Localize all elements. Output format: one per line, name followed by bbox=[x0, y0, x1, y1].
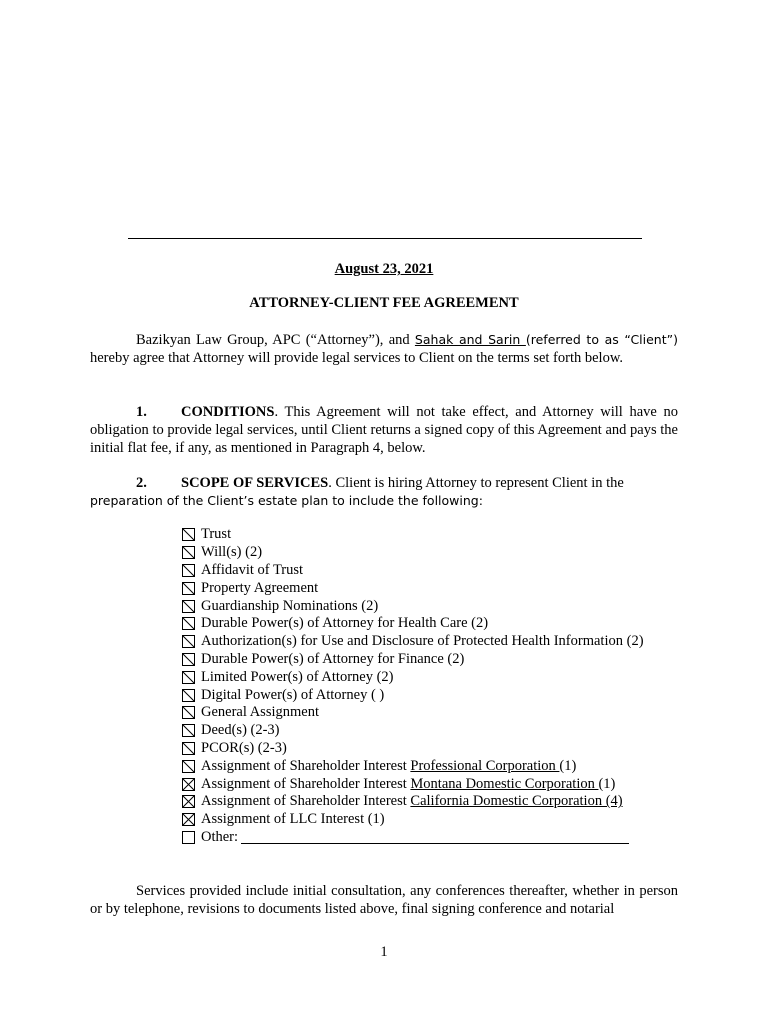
section-2-body: . Client is hiring Attorney to represent Client in the bbox=[328, 475, 624, 491]
checkbox-slash-icon[interactable] bbox=[182, 546, 195, 559]
intro-text-2: (referred to as “Client”) bbox=[525, 332, 678, 347]
intro-text-3: hereby agree that Attorney will provide legal services to Client on the terms set forth below. bbox=[90, 350, 623, 366]
checkbox-slash-icon[interactable] bbox=[182, 742, 195, 755]
checklist-item bbox=[182, 811, 682, 829]
checklist-item-text bbox=[201, 793, 623, 810]
checklist-item-label: Digital Power(s) of Attorney ( ) bbox=[201, 686, 385, 703]
checklist-item-label: Deed(s) (2-3) bbox=[201, 722, 280, 739]
checklist-item bbox=[182, 686, 682, 704]
checkbox-x-icon[interactable] bbox=[182, 813, 195, 826]
checklist-item bbox=[182, 562, 682, 580]
checkbox-x-icon[interactable] bbox=[182, 778, 195, 791]
checkbox-slash-icon[interactable] bbox=[182, 653, 195, 666]
checklist-item bbox=[182, 579, 682, 597]
checklist-item bbox=[182, 722, 682, 740]
checklist-item-text bbox=[201, 651, 464, 668]
checklist-item-label: Other: bbox=[201, 828, 239, 845]
checklist-item-text bbox=[201, 829, 238, 846]
checklist-item bbox=[182, 615, 682, 633]
checklist-item bbox=[182, 793, 682, 811]
services-paragraph bbox=[90, 882, 678, 918]
checklist-item-text bbox=[201, 562, 303, 579]
checkbox-slash-icon[interactable] bbox=[182, 689, 195, 702]
checkbox-empty-icon[interactable] bbox=[182, 831, 195, 844]
checklist-item-entity: Professional Corporation bbox=[410, 757, 560, 774]
checklist-item-text bbox=[201, 669, 394, 686]
checklist-item bbox=[182, 597, 682, 615]
checkbox-slash-icon[interactable] bbox=[182, 671, 195, 684]
checklist-item-label: Affidavit of Trust bbox=[201, 561, 304, 578]
checklist-item bbox=[182, 757, 682, 775]
checklist-item-text bbox=[201, 615, 488, 632]
other-blank-line[interactable] bbox=[241, 831, 629, 844]
checklist-item-text bbox=[201, 633, 644, 650]
section-1-body: . This Agreement will not take effect, and Attorney will have no obligation to provide legal services, until Client returns a signed copy of this Agreement and pays the initial flat fee, if any, as mentioned in Paragraph 4, below. bbox=[90, 404, 678, 456]
checklist-item-label: Assignment of LLC Interest (1) bbox=[201, 811, 385, 828]
checkbox-slash-icon[interactable] bbox=[182, 564, 195, 577]
checklist-item-text bbox=[201, 740, 287, 757]
checkbox-slash-icon[interactable] bbox=[182, 760, 195, 773]
checkbox-x-icon[interactable] bbox=[182, 795, 195, 808]
checklist-item-label: Assignment of Shareholder Interest bbox=[201, 757, 411, 774]
section-2-body-2: preparation of the Client’s estate plan to include the following: bbox=[90, 493, 483, 508]
checklist-item-text bbox=[201, 722, 280, 739]
intro-text-1: Bazikyan Law Group, APC (“Attorney”), and bbox=[136, 332, 415, 348]
checklist-item-label: Assignment of Shareholder Interest bbox=[201, 775, 411, 792]
checklist-item-text bbox=[201, 811, 385, 828]
checklist-item-text bbox=[201, 776, 615, 793]
section-1-number: 1. bbox=[136, 404, 147, 420]
section-1-heading: CONDITIONS bbox=[181, 404, 275, 420]
checklist-item-label: Property Agreement bbox=[201, 579, 319, 596]
checkbox-slash-icon[interactable] bbox=[182, 617, 195, 630]
services-checklist bbox=[182, 526, 682, 846]
checkbox-slash-icon[interactable] bbox=[182, 582, 195, 595]
checklist-item-label: PCOR(s) (2-3) bbox=[201, 739, 287, 756]
checklist-item bbox=[182, 740, 682, 758]
checklist-item bbox=[182, 829, 682, 847]
section-2-scope bbox=[90, 474, 678, 510]
checklist-item bbox=[182, 526, 682, 544]
services-text: Services provided include initial consultation, any conferences thereafter, whether in person or by telephone, revisions to documents listed above, final signing conference and notarial bbox=[90, 883, 678, 917]
checklist-item-text bbox=[201, 598, 378, 615]
agreement-date: August 23, 2021 bbox=[334, 261, 434, 277]
checkbox-slash-icon[interactable] bbox=[182, 600, 195, 613]
checklist-item bbox=[182, 651, 682, 669]
checklist-item-text bbox=[201, 704, 319, 721]
checklist-item-label: Guardianship Nominations (2) bbox=[201, 597, 379, 614]
checklist-item-text bbox=[201, 526, 231, 543]
intro-paragraph bbox=[90, 331, 678, 367]
checklist-item-entity: California Domestic Corporation (4) bbox=[410, 793, 623, 810]
checklist-item-text bbox=[201, 687, 384, 704]
checkbox-slash-icon[interactable] bbox=[182, 706, 195, 719]
checkbox-slash-icon[interactable] bbox=[182, 635, 195, 648]
page-number: 1 bbox=[380, 944, 388, 960]
checklist-item-count: (1) bbox=[559, 757, 577, 774]
checklist-item-text bbox=[201, 544, 262, 561]
checklist-item-label: General Assignment bbox=[201, 704, 319, 721]
checklist-item-text bbox=[201, 580, 318, 597]
checklist-item-label: Trust bbox=[201, 526, 232, 543]
checklist-item-label: Authorization(s) for Use and Disclosure of Protected Health Information (2) bbox=[201, 633, 644, 650]
section-1-conditions bbox=[90, 403, 678, 457]
checklist-item-label: Limited Power(s) of Attorney (2) bbox=[201, 668, 394, 685]
section-2-heading: SCOPE OF SERVICES bbox=[181, 475, 329, 491]
header-rule bbox=[128, 238, 642, 239]
checklist-item-label: Durable Power(s) of Attorney for Finance (2) bbox=[201, 650, 465, 667]
checklist-item-label: Durable Power(s) of Attorney for Health Care (2) bbox=[201, 615, 489, 632]
checklist-item bbox=[182, 775, 682, 793]
checkbox-slash-icon[interactable] bbox=[182, 528, 195, 541]
checklist-item bbox=[182, 544, 682, 562]
checkbox-slash-icon[interactable] bbox=[182, 724, 195, 737]
checklist-item bbox=[182, 704, 682, 722]
section-2-number: 2. bbox=[136, 475, 147, 491]
checklist-item-text bbox=[201, 758, 576, 775]
checklist-item-label: Assignment of Shareholder Interest bbox=[201, 793, 411, 810]
checklist-item bbox=[182, 633, 682, 651]
checklist-item-label: Will(s) (2) bbox=[201, 544, 263, 561]
checklist-item-count: (1) bbox=[598, 775, 616, 792]
checklist-item bbox=[182, 668, 682, 686]
agreement-title: ATTORNEY-CLIENT FEE AGREEMENT bbox=[249, 295, 519, 311]
checklist-item-entity: Montana Domestic Corporation bbox=[410, 775, 599, 792]
client-name: Sahak and Sarin bbox=[414, 332, 526, 347]
